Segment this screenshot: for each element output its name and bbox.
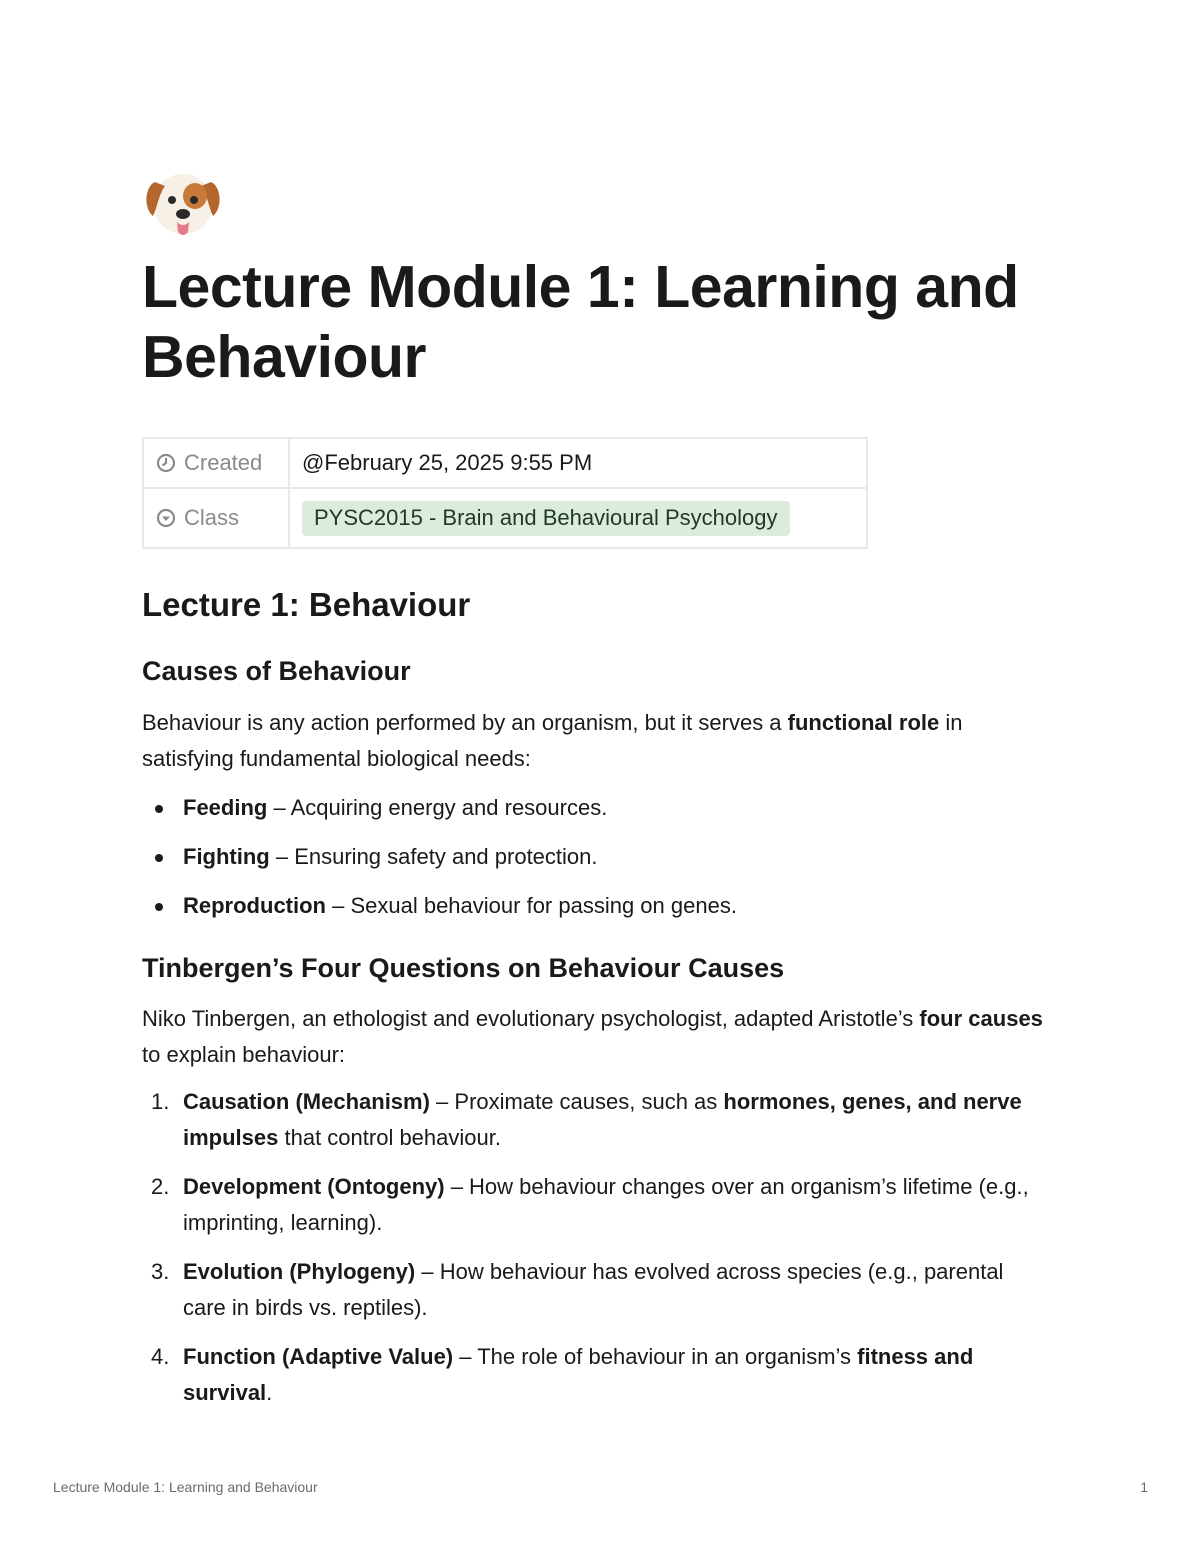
question-desc: – How behaviour changes over an organism’s lifetime (e.g., imprinting, learning). <box>183 1174 1029 1235</box>
question-desc-end: that control behaviour. <box>278 1125 501 1150</box>
bullet-icon <box>155 903 163 911</box>
class-value-cell <box>289 488 867 548</box>
need-desc: – Ensuring safety and protection. <box>269 844 598 869</box>
need-desc: – Sexual behaviour for passing on genes. <box>326 893 737 918</box>
question-term: Evolution (Phylogeny) <box>183 1259 416 1284</box>
select-arrow-icon <box>156 508 176 528</box>
tinbergen-text-end: to explain behaviour: <box>142 1042 346 1067</box>
question-bold: hormones, genes, and nerve impulses <box>183 1089 1022 1150</box>
list-item <box>142 1084 1052 1169</box>
page-title: Lecture Module 1: Learning and Behaviour <box>142 254 1019 390</box>
item-number: 2. <box>151 1174 170 1199</box>
dog-face-icon <box>141 164 225 240</box>
list-item <box>142 1339 1052 1424</box>
tinbergen-paragraph <box>142 1001 1057 1073</box>
question-term: Function (Adaptive Value) <box>183 1344 454 1369</box>
list-item <box>142 790 1052 839</box>
properties-table <box>142 437 868 549</box>
heading-lecture-1: Lecture 1: Behaviour <box>142 586 471 623</box>
item-number: 1. <box>151 1089 170 1114</box>
question-term: Causation (Mechanism) <box>183 1089 430 1114</box>
class-label: Class <box>184 505 240 530</box>
clock-icon <box>156 453 176 473</box>
item-number: 3. <box>151 1259 170 1284</box>
question-desc: – The role of behaviour in an organism’s <box>453 1344 858 1369</box>
need-term: Fighting <box>183 844 270 869</box>
needs-list <box>142 790 1052 937</box>
intro-paragraph <box>142 705 1057 777</box>
property-row-class <box>143 488 867 548</box>
question-desc: – Proximate causes, such as <box>429 1089 724 1114</box>
question-term: Development (Ontogeny) <box>183 1174 445 1199</box>
list-item <box>142 888 1052 937</box>
created-label: Created <box>184 450 263 475</box>
question-desc: – How behaviour has evolved across species (e.g., parental care in birds vs. reptiles). <box>183 1259 1004 1320</box>
intro-text-end: in satisfying fundamental biological needs: <box>142 710 963 771</box>
created-value[interactable]: @February 25, 2025 9:55 PM <box>289 438 867 488</box>
list-item <box>142 839 1052 888</box>
bullet-icon <box>155 805 163 813</box>
tinbergen-text: Niko Tinbergen, an ethologist and evolutionary psychologist, adapted Aristotle’s <box>142 1006 920 1031</box>
class-tag[interactable]: PYSC2015 - Brain and Behavioural Psychology <box>302 501 790 536</box>
need-term: Reproduction <box>183 893 326 918</box>
list-item <box>142 1254 1052 1339</box>
property-row-created <box>143 438 867 488</box>
footer-title: Lecture Module 1: Learning and Behaviour <box>53 1479 318 1495</box>
questions-list <box>142 1084 1052 1424</box>
need-desc: – Acquiring energy and resources. <box>267 795 608 820</box>
heading-causes-of-behaviour: Causes of Behaviour <box>142 656 411 686</box>
heading-tinbergen: Tinbergen’s Four Questions on Behaviour Causes <box>142 953 785 983</box>
question-desc-end: . <box>266 1380 273 1405</box>
tinbergen-bold: four causes <box>919 1006 1043 1031</box>
need-term: Feeding <box>183 795 268 820</box>
intro-bold: functional role <box>787 710 940 735</box>
bullet-icon <box>155 854 163 862</box>
property-key-class <box>143 488 289 548</box>
page-number: 1 <box>1140 1479 1148 1495</box>
item-number: 4. <box>151 1344 170 1369</box>
intro-text: Behaviour is any action performed by an organism, but it serves a <box>142 710 788 735</box>
property-key-created <box>143 438 289 488</box>
question-bold: fitness and survival <box>183 1344 974 1405</box>
list-item <box>142 1169 1052 1254</box>
